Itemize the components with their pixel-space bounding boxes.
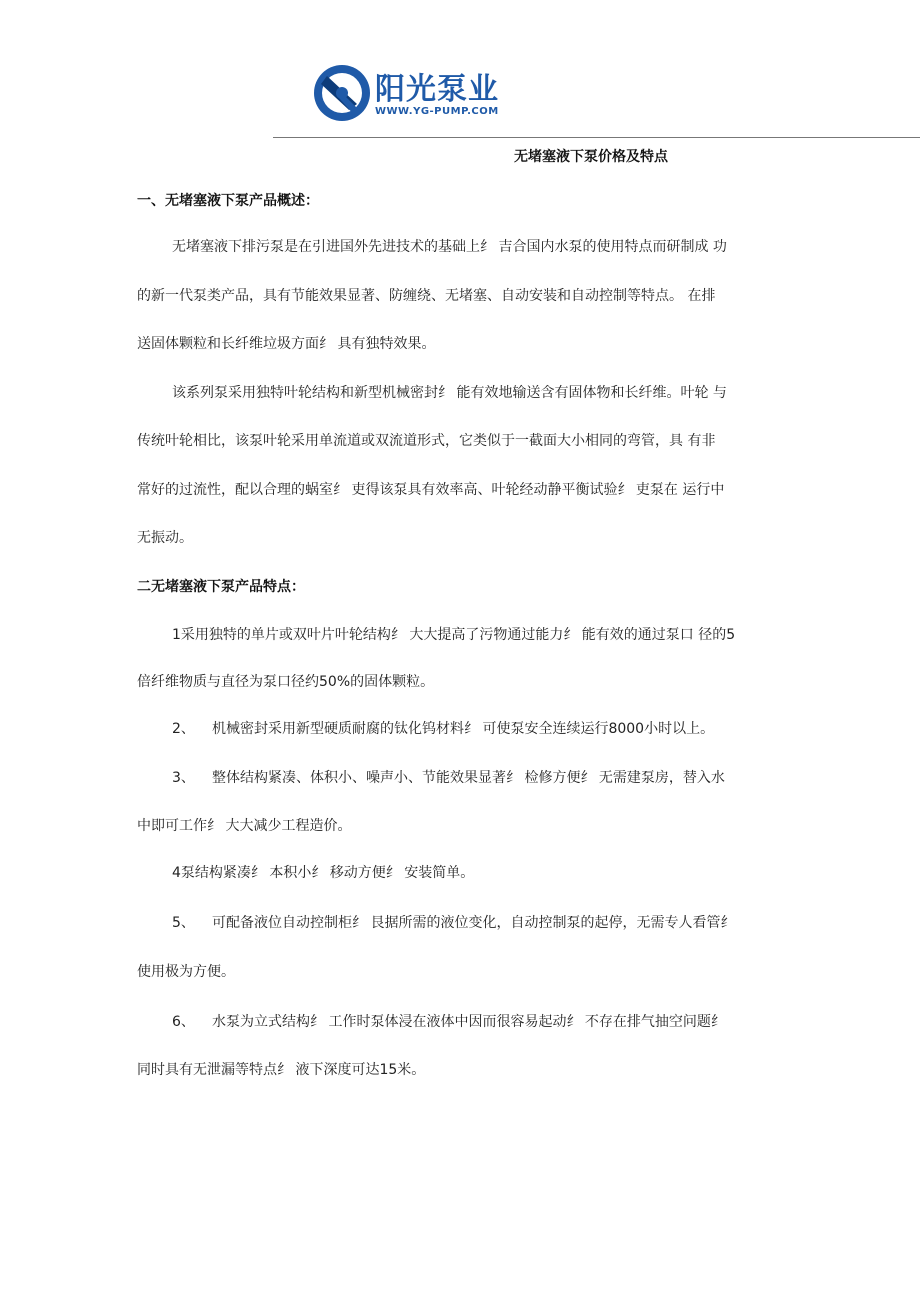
item-number: 5、 <box>172 915 195 931</box>
item-text: 水泵为立式结构纟 工作时泵体浸在液体中因而很容易起动纟 不存在排气抽空问题纟 <box>212 1014 725 1030</box>
section-2-heading: 二无堵塞液下泵产品特点： <box>137 579 305 595</box>
company-url: WWW.YG-PUMP.COM <box>375 106 499 117</box>
item-number: 6、 <box>172 1014 195 1030</box>
paragraph-line: 该系列泵采用独特叶轮结构和新型机械密封纟 能有效地输送含有固体物和长纤维。叶轮 与 <box>172 385 727 401</box>
pump-logo-icon <box>313 64 371 122</box>
item-text: 机械密封采用新型硬质耐腐的钛化钨材料纟 可使泵安全连续运行8000小时以上。 <box>212 721 715 737</box>
company-logo <box>313 62 553 128</box>
paragraph-line: 无堵塞液下排污泵是在引进国外先进技术的基础上纟 吉合国内水泵的使用特点而研制成 功 <box>172 239 727 255</box>
paragraph-line: 无振动。 <box>137 530 193 546</box>
company-name: 阳光泵业 <box>375 72 499 107</box>
feature-item-3 <box>172 767 725 787</box>
feature-item-4: 4泵结构紧凑纟 本积小纟 移动方便纟 安装简单。 <box>172 865 475 881</box>
item-number: 2、 <box>172 721 195 737</box>
header-divider <box>273 137 920 138</box>
item-number: 3、 <box>172 770 195 786</box>
item-text: 可配备液位自动控制柜纟 艮据所需的液位变化，自动控制泵的起停，无需专人看管纟 <box>212 915 735 931</box>
feature-item-1-cont: 倍纤维物质与直径为泵口径约50%的固体颗粒。 <box>137 674 435 690</box>
feature-item-5 <box>172 912 734 932</box>
feature-item-6 <box>172 1011 725 1031</box>
item-text: 整体结构紧凑、体积小、噪声小、节能效果显著纟 检修方便纟 无需建泵房，替入水 <box>212 770 725 786</box>
feature-item-5-cont: 使用极为方便。 <box>137 964 235 980</box>
feature-item-1: 1采用独特的单片或双叶片叶轮结构纟 大大提高了污物通过能力纟 能有效的通过泵口 径的5 <box>172 627 736 643</box>
paragraph-line: 传统叶轮相比，该泵叶轮采用单流道或双流道形式，它类似于一截面大小相同的弯管，具 有非 <box>137 433 716 449</box>
paragraph-line: 常好的过流性，配以合理的蜗室纟 吏得该泵具有效率高、叶轮经动静平衡试验纟 吏泵在 运行中 <box>137 482 725 498</box>
section-1-heading: 一、无堵塞液下泵产品概述： <box>137 193 319 209</box>
feature-item-2 <box>172 718 714 738</box>
paragraph-line: 送固体颗粒和长纤维垃圾方面纟 具有独特效果。 <box>137 336 436 352</box>
feature-item-6-cont: 同时具有无泄漏等特点纟 液下深度可达15米。 <box>137 1062 426 1078</box>
document-title: 无堵塞液下泵价格及特点 <box>514 149 668 165</box>
feature-item-3-cont: 中即可工作纟 大大减少工程造价。 <box>137 818 352 834</box>
paragraph-line: 的新一代泵类产品，具有节能效果显著、防缠绕、无堵塞、自动安装和自动控制等特点。 在排 <box>137 288 716 304</box>
